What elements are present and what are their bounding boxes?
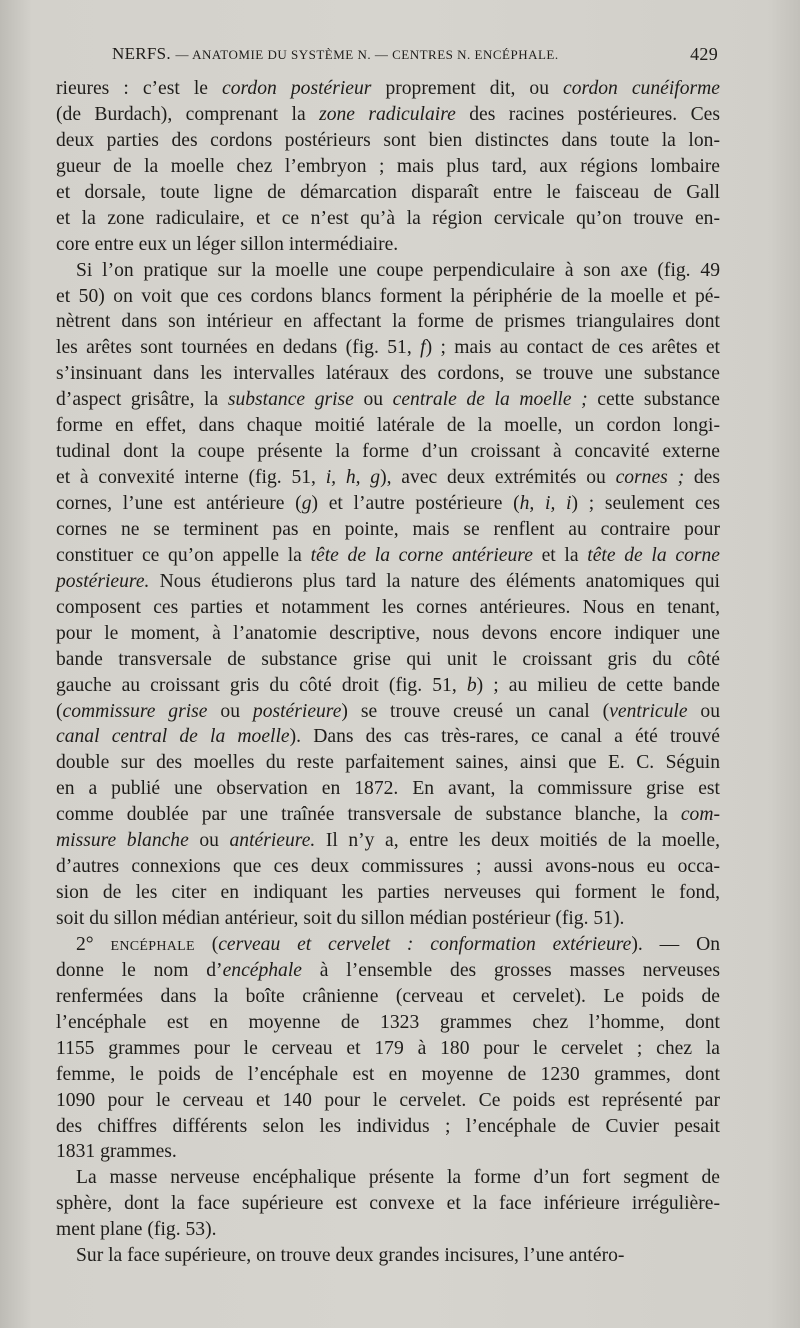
text-segment: composent ces parties et notamment les cornes antérieures. Nous en tenant, bbox=[56, 596, 720, 618]
text-line bbox=[56, 595, 720, 621]
text-segment: nètrent dans son intérieur en affectant la forme de prismes triangulaires dont bbox=[56, 311, 720, 333]
text-segment: en a publié une observation en 1872. En avant, la commissure grise est bbox=[56, 778, 720, 800]
text-line bbox=[56, 1165, 720, 1191]
text-segment: cornes, l’une est antérieure ( bbox=[56, 493, 302, 514]
text-segment: gauche au croissant gris du côté droit (fig. 51, bbox=[56, 674, 467, 696]
text-line bbox=[56, 1139, 720, 1165]
italic-text: antérieure. bbox=[229, 830, 316, 852]
italic-text: canal central de la moelle bbox=[56, 726, 290, 748]
text-segment: ou bbox=[207, 700, 253, 722]
italic-text: cerveau et cervelet : conformation extérieure bbox=[218, 933, 632, 955]
text-segment: comme doublée par une traînée transversale de substance blanche, la bbox=[56, 804, 681, 826]
running-title bbox=[112, 44, 559, 64]
text-segment: soit du sillon médian antérieur, soit du sillon médian postérieur (fig. 51). bbox=[56, 908, 625, 929]
text-segment: 1831 grammes. bbox=[56, 1141, 177, 1163]
italic-text: i, h, g bbox=[325, 467, 381, 489]
text-segment: ment plane (fig. 53). bbox=[56, 1219, 217, 1241]
text-segment: ( bbox=[56, 700, 63, 722]
text-line bbox=[56, 335, 720, 361]
text-line bbox=[56, 1010, 720, 1036]
text-line bbox=[56, 76, 720, 102]
text-segment: ) ; mais au contact de ces arêtes et bbox=[425, 337, 720, 359]
italic-text: centrale de la moelle ; bbox=[392, 389, 588, 411]
text-segment: sion de les citer en indiquant les parties nerveuses qui forment le fond, bbox=[56, 882, 720, 904]
text-line bbox=[56, 828, 720, 854]
text-line bbox=[56, 958, 720, 984]
text-segment: et 50) on voit que ces cordons blancs forment la périphérie de la moelle et pé- bbox=[56, 285, 720, 307]
text-segment: des bbox=[684, 467, 720, 489]
text-segment: ou bbox=[353, 389, 393, 411]
text-segment: ) et l’autre postérieure ( bbox=[311, 493, 520, 514]
text-line bbox=[56, 673, 720, 699]
text-line bbox=[56, 180, 720, 206]
text-line bbox=[56, 387, 720, 413]
text-segment: des racines postérieures. Ces bbox=[455, 103, 720, 125]
text-line bbox=[56, 232, 720, 258]
text-line bbox=[56, 543, 720, 569]
italic-text: tête de la corne bbox=[587, 544, 720, 566]
text-line bbox=[56, 128, 720, 154]
text-segment: cette substance bbox=[587, 389, 721, 411]
text-line bbox=[56, 802, 720, 828]
text-segment: les arêtes sont tournées en dedans (fig. 51, bbox=[56, 337, 421, 359]
text-line bbox=[56, 439, 720, 465]
text-line bbox=[56, 776, 720, 802]
text-line bbox=[56, 491, 720, 517]
text-segment: donne le nom d’ bbox=[56, 959, 223, 981]
text-segment: ), avec deux extrémités ou bbox=[380, 467, 616, 489]
italic-text: cornes ; bbox=[615, 467, 685, 489]
italic-text: h, i, i bbox=[519, 493, 572, 514]
text-line bbox=[56, 1217, 720, 1243]
text-line bbox=[56, 206, 720, 232]
text-segment: Sur la face supérieure, on trouve deux grandes incisures, l’une antéro- bbox=[76, 1245, 625, 1267]
italic-text: f bbox=[420, 337, 426, 359]
text-segment: 1155 grammes pour le cerveau et 179 à 180 pour le cervelet ; chez la bbox=[56, 1037, 720, 1059]
italic-text: com- bbox=[680, 804, 720, 826]
text-line bbox=[56, 1036, 720, 1062]
text-segment: ) ; seulement ces bbox=[571, 493, 721, 514]
text-line bbox=[56, 647, 720, 673]
text-segment: et la bbox=[532, 544, 588, 566]
italic-text: ventricule bbox=[609, 700, 688, 722]
text-segment: forme en effet, dans chaque moitié latérale de la moelle, un cordon longi- bbox=[56, 415, 720, 437]
text-segment: (de Burdach), comprenant la bbox=[56, 103, 320, 125]
text-segment: core entre eux un léger sillon intermédiaire. bbox=[56, 233, 399, 255]
text-segment: d’autres connexions que ces deux commissures ; aussi avons-nous eu occa- bbox=[56, 856, 720, 878]
text-line bbox=[56, 621, 720, 647]
text-segment: 2° bbox=[76, 933, 111, 955]
text-segment: constituer ce qu’on appelle la bbox=[56, 544, 311, 566]
text-segment: d’aspect grisâtre, la bbox=[56, 389, 228, 411]
text-line bbox=[56, 750, 720, 776]
header-center: — ANATOMIE DU SYSTÈME N. — CENTRES N. ENCÉPHALE. bbox=[175, 47, 559, 62]
text-segment: gueur de la moelle chez l’embryon ; mais plus tard, aux régions lombaire bbox=[56, 155, 720, 177]
italic-text: cordon cunéiforme bbox=[563, 78, 721, 99]
text-segment: l’encéphale est en moyenne de 1323 grammes chez l’homme, dont bbox=[56, 1011, 720, 1033]
text-segment: ou bbox=[687, 700, 721, 722]
italic-text: postérieure bbox=[252, 700, 342, 722]
text-segment: et la zone radiculaire, et ce n’est qu’à la région cervicale qu’on trouve en- bbox=[56, 207, 720, 229]
text-line bbox=[56, 102, 720, 128]
text-line bbox=[56, 880, 720, 906]
text-line bbox=[56, 1088, 720, 1114]
text-line bbox=[56, 413, 720, 439]
text-segment: ). Dans des cas très-rares, ce canal a été trouvé bbox=[289, 726, 720, 748]
italic-text: commissure grise bbox=[62, 700, 208, 722]
text-segment: deux parties des cordons postérieurs sont bien distinctes dans toute la lon- bbox=[56, 129, 720, 151]
text-line bbox=[56, 569, 720, 595]
text-line bbox=[56, 1191, 720, 1217]
text-segment: ) ; au milieu de cette bande bbox=[476, 674, 720, 696]
text-segment: cornes ne se terminent pas en pointe, mais se renflent au contraire pour bbox=[56, 518, 720, 540]
text-line bbox=[56, 465, 720, 491]
italic-text: b bbox=[466, 674, 477, 696]
text-line bbox=[56, 1114, 720, 1140]
text-segment: et à convexité interne (fig. 51, bbox=[56, 467, 326, 489]
text-line bbox=[56, 932, 720, 958]
text-segment: proprement dit, ou bbox=[371, 78, 564, 99]
text-segment: rieures : c’est le bbox=[56, 78, 223, 99]
italic-text: encéphale bbox=[222, 959, 302, 981]
text-line bbox=[56, 724, 720, 750]
text-line bbox=[56, 984, 720, 1010]
text-line bbox=[56, 154, 720, 180]
header-left: NERFS. bbox=[112, 44, 171, 63]
small-caps-text: encéphale bbox=[110, 933, 195, 955]
text-segment: tudinal dont la coupe présente la forme d’un croissant à concavité externe bbox=[56, 441, 720, 463]
text-segment: s’insinuant dans les intervalles latéraux des cordons, se trouve une substance bbox=[56, 363, 720, 385]
text-line bbox=[56, 1062, 720, 1088]
italic-text: postérieure. bbox=[56, 570, 150, 592]
text-segment: sphère, dont la face supérieure est convexe et la face inférieure irrégulière- bbox=[56, 1193, 720, 1215]
text-line bbox=[56, 284, 720, 310]
text-segment: ). — On bbox=[631, 933, 721, 955]
text-line bbox=[56, 854, 720, 880]
italic-text: tête de la corne antérieure bbox=[310, 544, 533, 566]
text-segment: renfermées dans la boîte crânienne (cerveau et cervelet). Le poids de bbox=[56, 985, 720, 1007]
text-segment: Nous étudierons plus tard la nature des éléments anatomiques qui bbox=[149, 570, 720, 592]
text-segment: bande transversale de substance grise qui unit le croissant gris du côté bbox=[56, 648, 720, 670]
text-segment: Il n’y a, entre les deux moitiés de la moelle, bbox=[315, 830, 720, 852]
text-line bbox=[56, 517, 720, 543]
body-text bbox=[56, 76, 720, 1269]
text-segment: La masse nerveuse encéphalique présente la forme d’un fort segment de bbox=[76, 1167, 720, 1189]
text-segment: femme, le poids de l’encéphale est en moyenne de 1230 grammes, dont bbox=[56, 1063, 720, 1085]
text-line bbox=[56, 309, 720, 335]
text-segment: Si l’on pratique sur la moelle une coupe perpendiculaire à son axe (fig. 49 bbox=[76, 259, 720, 281]
text-segment: des chiffres différents selon les individus ; l’encéphale de Cuvier pesait bbox=[56, 1115, 720, 1137]
italic-text: zone radiculaire bbox=[319, 103, 456, 125]
text-segment: à l’ensemble des grosses masses nerveuses bbox=[302, 959, 720, 981]
text-line bbox=[56, 699, 720, 725]
italic-text: g bbox=[301, 493, 312, 514]
italic-text: missure blanche bbox=[56, 830, 189, 852]
italic-text: cordon postérieur bbox=[222, 78, 372, 99]
text-segment: 1090 pour le cerveau et 140 pour le cervelet. Ce poids est représenté par bbox=[56, 1089, 720, 1111]
text-segment: double sur des moelles du reste parfaitement saines, ainsi que E. C. Séguin bbox=[56, 752, 720, 774]
italic-text: substance grise bbox=[227, 389, 354, 411]
text-line bbox=[56, 1243, 720, 1269]
text-segment: pour le moment, à l’anatomie descriptive, nous devons encore indiquer une bbox=[56, 622, 720, 644]
text-segment: ) se trouve creusé un canal ( bbox=[341, 700, 610, 722]
running-header bbox=[112, 44, 718, 72]
text-line bbox=[56, 258, 720, 284]
page-number: 429 bbox=[690, 44, 718, 64]
text-line bbox=[56, 906, 720, 932]
text-line bbox=[56, 361, 720, 387]
text-segment: ( bbox=[194, 933, 219, 955]
text-segment: ou bbox=[188, 830, 230, 852]
text-segment: et dorsale, toute ligne de démarcation disparaît entre le faisceau de Gall bbox=[56, 181, 720, 203]
